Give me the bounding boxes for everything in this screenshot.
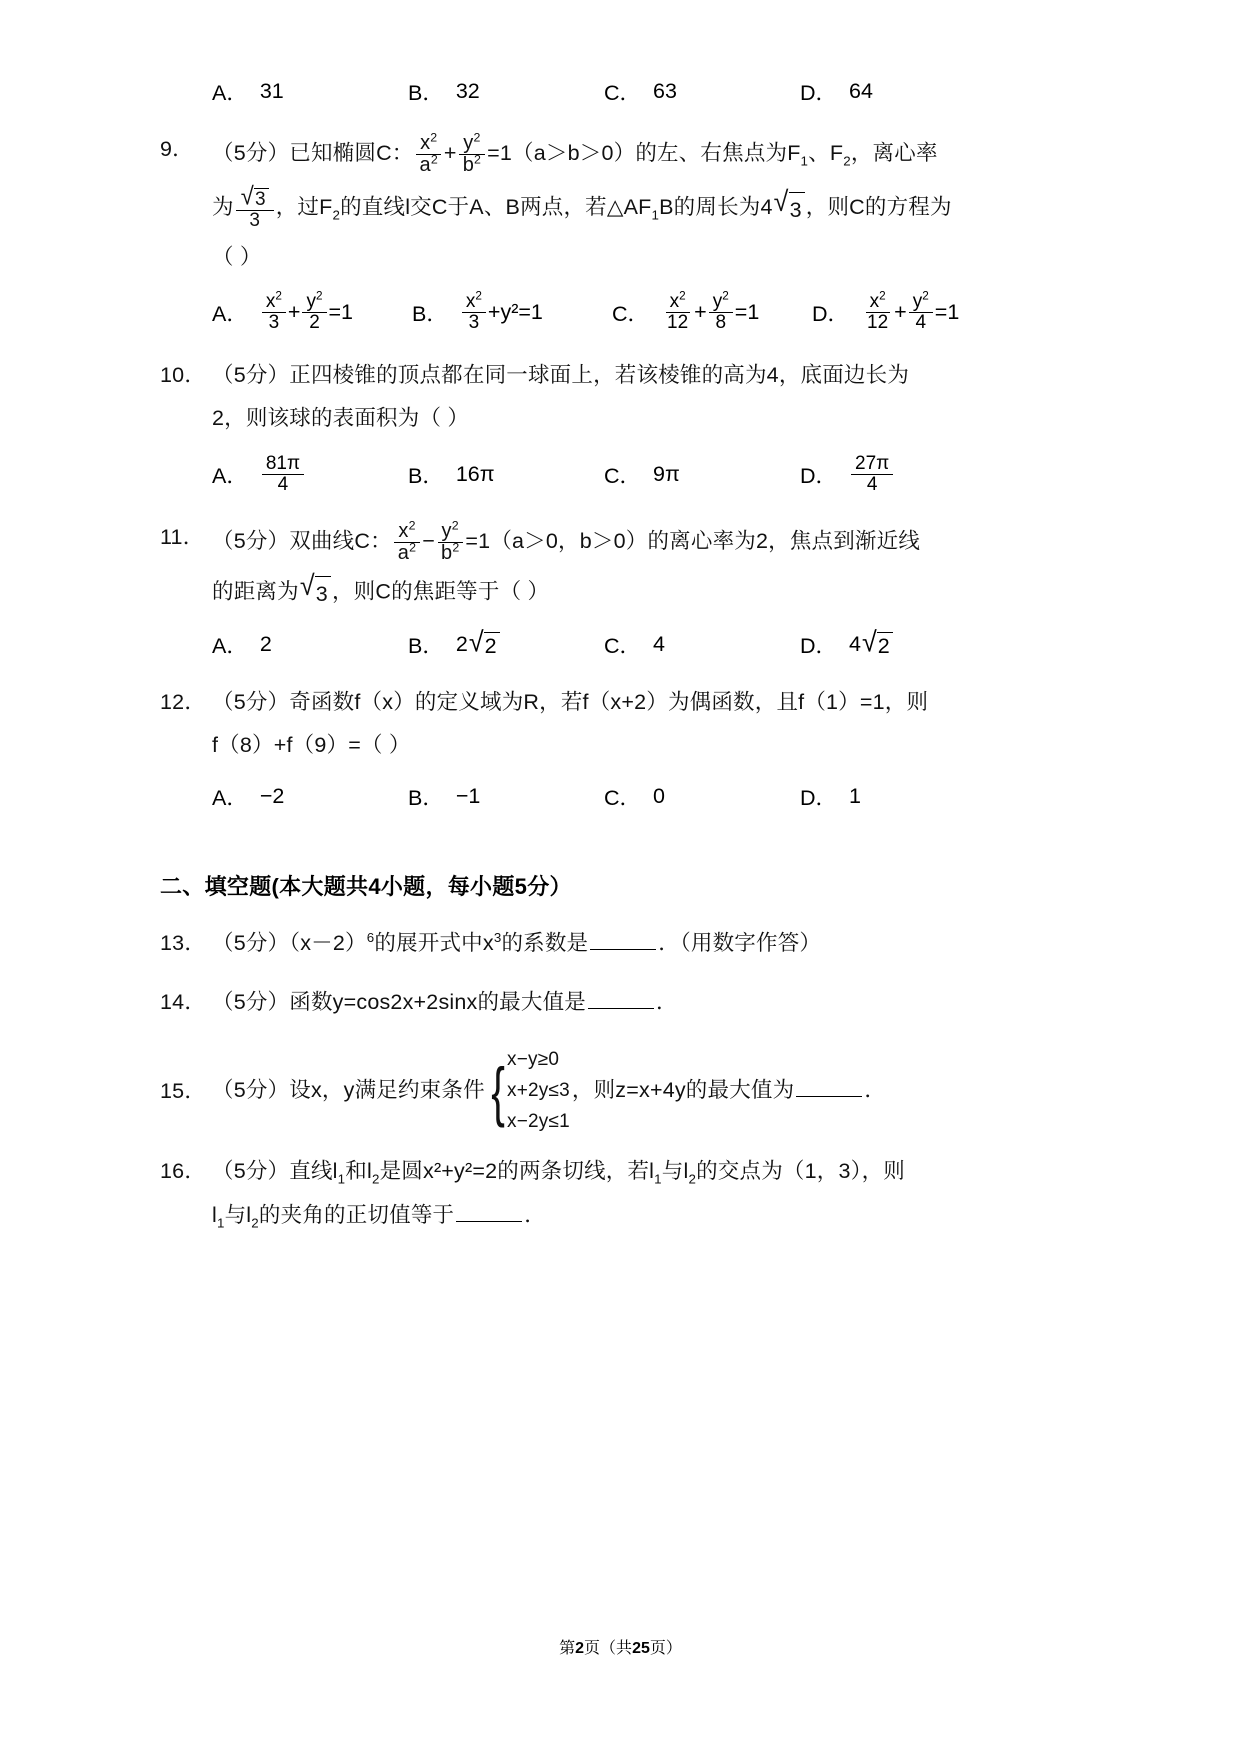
q12-option-a[interactable] bbox=[212, 781, 408, 812]
q9-opt-b-num-1: $x^2$ bbox=[462, 292, 486, 313]
q14-answer-blank[interactable] bbox=[588, 986, 654, 1009]
q12-option-c-value: 0 bbox=[653, 783, 665, 808]
spacer-before-section-2 bbox=[160, 812, 1081, 852]
spacer-after-q8 bbox=[160, 107, 1081, 133]
q9-opt-d-frac-2 bbox=[909, 289, 933, 334]
q11-text-2: 的离心率为2，焦点到渐近线 bbox=[647, 528, 921, 553]
footer-page-number: 2 bbox=[575, 1640, 585, 1657]
radical-glyph: √ bbox=[773, 185, 789, 218]
q11-option-c[interactable] bbox=[604, 629, 800, 660]
q12-option-d[interactable] bbox=[800, 781, 861, 812]
q16-score: （5分） bbox=[212, 1159, 290, 1184]
q11-eq-one: =1 bbox=[465, 528, 491, 553]
q11-option-d-coef: 4 bbox=[849, 631, 861, 656]
q13-exponent-6: 6 bbox=[366, 929, 375, 945]
q11-option-a-label: A． bbox=[212, 633, 248, 658]
q8-option-d[interactable] bbox=[800, 76, 873, 107]
q16-line-gap bbox=[160, 1189, 1081, 1199]
q12-option-b-label: B． bbox=[408, 785, 444, 810]
q11-option-b[interactable] bbox=[408, 626, 604, 660]
q14-part-1: 函数y=cos2x+2sinx的最大值是 bbox=[289, 989, 586, 1014]
q10-option-a[interactable] bbox=[212, 454, 408, 495]
q9-option-c-label: C． bbox=[612, 302, 650, 327]
q9-frac-sqrt3-over-3 bbox=[236, 182, 274, 231]
q9-frac-sqrt3-num bbox=[236, 182, 274, 211]
q9-option-b-label: B． bbox=[412, 302, 448, 327]
q10-option-b-label: B． bbox=[408, 463, 444, 488]
q9-opt-a-op: + bbox=[287, 300, 301, 325]
q14-stem bbox=[212, 986, 1081, 1019]
q9-line-gap bbox=[160, 176, 1081, 186]
q16-line1-e: 的交点为（1，3），则 bbox=[696, 1159, 905, 1184]
q8-option-b-label: B． bbox=[408, 81, 444, 105]
q9-text-3: ，离心率 bbox=[850, 141, 938, 166]
question-12 bbox=[160, 686, 1081, 719]
q9-line2-mid: ，过F bbox=[275, 195, 333, 220]
q16-line1-d: 与l bbox=[661, 1159, 689, 1184]
spacer-after-q14 bbox=[160, 1019, 1081, 1045]
q9-opt-d-den-1: 12 bbox=[867, 312, 889, 334]
q11-frac-x2-num: $x^2$ bbox=[394, 521, 419, 543]
q14-part-2: ． bbox=[655, 989, 678, 1014]
q9-opt-c-tail: =1 bbox=[734, 300, 760, 325]
q9-option-b[interactable] bbox=[412, 289, 612, 334]
q11-option-d[interactable] bbox=[800, 626, 894, 660]
q11-stem-line-2 bbox=[160, 569, 1081, 611]
q16-number: 16． bbox=[160, 1159, 207, 1184]
q9-opt-c-den-2: 8 bbox=[715, 312, 727, 334]
q8-option-c[interactable] bbox=[604, 76, 800, 107]
q10-options-row bbox=[160, 454, 1081, 495]
q10-option-c-label: C． bbox=[604, 463, 642, 488]
q13-score: （5分） bbox=[212, 930, 290, 955]
q15-part-1: 设x，y满足约束条件 bbox=[289, 1077, 485, 1102]
q11-options-row bbox=[160, 626, 1081, 660]
q9-frac-a2-den: $a^2$ bbox=[419, 152, 438, 176]
footer-total-pages: 25 bbox=[632, 1640, 650, 1657]
q12-option-d-value: 1 bbox=[849, 783, 861, 808]
q8-option-a[interactable] bbox=[212, 76, 408, 107]
q8-option-d-value: 64 bbox=[849, 79, 873, 103]
q13-exponent-3: 3 bbox=[493, 929, 502, 945]
q9-opt-b-tail: =1 bbox=[518, 300, 543, 325]
q16-line2-c: 的夹角的正切值等于 bbox=[258, 1202, 455, 1227]
spacer-after-section-2-heading bbox=[160, 901, 1081, 927]
q11-stem-line-1 bbox=[212, 517, 1081, 564]
footer-suffix: 页） bbox=[649, 1640, 682, 1657]
q9-stem-line-3: （ ） bbox=[212, 244, 262, 269]
q16-line1-c: 是圆x²+y²=2的两条切线，若l bbox=[379, 1159, 655, 1184]
q14-score: （5分） bbox=[212, 989, 290, 1014]
question-9 bbox=[160, 130, 1081, 176]
q11-frac-y2-b2 bbox=[437, 517, 463, 564]
question-15 bbox=[160, 1045, 1081, 1137]
q11-opt-b-radicand: 2 bbox=[484, 632, 500, 659]
q8-option-a-value: 31 bbox=[259, 79, 284, 103]
q10-number: 10． bbox=[160, 363, 207, 388]
q11-sqrt-3-icon bbox=[299, 569, 331, 611]
q9-frac-den-3: 3 bbox=[249, 209, 261, 231]
q9-frac-y2-b2 bbox=[459, 130, 485, 176]
q15-constraint-1: x−y≥0 bbox=[507, 1049, 560, 1071]
q9-opt-c-den-1: 12 bbox=[667, 312, 689, 334]
q13-part-4: ．（用数字作答） bbox=[658, 930, 822, 955]
q9-opt-c-frac-2 bbox=[709, 289, 733, 334]
q9-opt-c-frac-1 bbox=[663, 289, 692, 334]
q9-opt-d-tail: =1 bbox=[934, 300, 960, 325]
q9-line2-text: 的直线l交C于A、B两点，若△AF bbox=[340, 195, 652, 220]
q15-score: （5分） bbox=[212, 1077, 290, 1102]
q15-stem bbox=[212, 1045, 1081, 1137]
question-10 bbox=[160, 359, 1081, 392]
q9-line2-text2: B的周长为4 bbox=[659, 195, 773, 220]
q9-options-gap bbox=[160, 274, 1081, 292]
q10-option-c[interactable] bbox=[604, 454, 800, 495]
q12-options-gap bbox=[160, 763, 1081, 781]
q12-options-row bbox=[160, 781, 1081, 812]
q15-constraint-3: x−2y≤1 bbox=[507, 1110, 570, 1132]
q9-line2-tail: ，则C的方程为 bbox=[805, 195, 952, 220]
q10-opt-d-num: 27π bbox=[851, 454, 893, 475]
q16-line1-a: 直线l bbox=[289, 1159, 338, 1184]
q12-score: （5分） bbox=[212, 689, 290, 714]
q10-line-gap bbox=[160, 392, 1081, 402]
q10-stem-line-2: 2，则该球的表面积为（ ） bbox=[212, 406, 470, 431]
q9-condition: （a＞b＞0） bbox=[512, 141, 636, 166]
q10-opt-d-den: 4 bbox=[866, 473, 878, 495]
q11-option-c-label: C． bbox=[604, 633, 642, 658]
spacer-after-q10 bbox=[160, 495, 1081, 521]
q13-part-3: 的系数是 bbox=[501, 930, 589, 955]
question-11 bbox=[160, 517, 1081, 564]
q12-line-1: 奇函数f（x）的定义域为R，若f（x+2）为偶函数，且f（1）=1，则 bbox=[289, 689, 929, 714]
q11-option-d-label: D． bbox=[800, 633, 838, 658]
q9-frac-x2-a2 bbox=[416, 130, 442, 176]
q12-number: 12． bbox=[160, 689, 207, 714]
spacer-before-section-2b bbox=[160, 852, 1081, 870]
q9-eq-one: =1 bbox=[487, 141, 513, 166]
q13-stem bbox=[212, 927, 1081, 960]
q8-option-a-label: A． bbox=[212, 81, 248, 105]
q12-option-a-value: −2 bbox=[259, 783, 285, 808]
q9-opt-a-num-1: $x^2$ bbox=[262, 292, 286, 313]
q8-option-d-label: D． bbox=[800, 81, 838, 105]
q9-options-row bbox=[160, 289, 1081, 334]
q9-line2-f2-sub: 2 bbox=[332, 207, 341, 223]
q9-frac-x2-num: $x^2$ bbox=[416, 133, 441, 155]
q13-part-2: 的展开式中x bbox=[374, 930, 494, 955]
q14-number: 14． bbox=[160, 989, 207, 1014]
q16-line2-sub-2: 2 bbox=[251, 1215, 259, 1231]
q9-plus: + bbox=[443, 141, 457, 166]
question-14 bbox=[160, 986, 1081, 1019]
q10-opt-a-frac bbox=[262, 454, 304, 495]
q10-opt-a-den: 4 bbox=[277, 473, 289, 495]
q9-frac-y2-num: $y^2$ bbox=[459, 133, 484, 155]
spacer-after-q13 bbox=[160, 960, 1081, 986]
q9-line-gap-2 bbox=[160, 231, 1081, 241]
q11-option-a[interactable] bbox=[212, 629, 408, 660]
q11-condition: （a＞0，b＞0） bbox=[490, 528, 648, 553]
q9-opt-d-frac-1 bbox=[863, 289, 892, 334]
q10-option-b-value: 16π bbox=[455, 461, 495, 486]
q11-number: 11． bbox=[160, 524, 205, 549]
q11-text-1: 双曲线C： bbox=[289, 528, 392, 553]
q8-option-b-value: 32 bbox=[455, 79, 480, 103]
q15-answer-blank[interactable] bbox=[796, 1074, 862, 1097]
q15-part-2: ，则z=x+4y的最大值为 bbox=[571, 1077, 795, 1102]
q11-options-gap bbox=[160, 611, 1081, 629]
q12-line-gap bbox=[160, 719, 1081, 729]
q9-option-d-label: D． bbox=[812, 302, 850, 327]
q13-part-1: （x－2） bbox=[289, 930, 367, 955]
q9-f1-sub: 1 bbox=[800, 153, 809, 169]
q9-opt-a-den-2: 2 bbox=[309, 312, 320, 334]
q9-text-1: 已知椭圆C： bbox=[289, 141, 414, 166]
footer-prefix: 第 bbox=[559, 1640, 576, 1657]
q11-option-b-coef: 2 bbox=[455, 631, 468, 656]
q16-stem-line-1 bbox=[212, 1155, 1081, 1188]
q9-opt-d-den-2: 4 bbox=[915, 312, 927, 334]
q16-sub-2: 2 bbox=[371, 1171, 380, 1187]
q8-option-c-value: 63 bbox=[653, 79, 677, 103]
q11-line2-radicand: 3 bbox=[315, 576, 331, 611]
q11-line2-prefix: 的距离为 bbox=[212, 578, 299, 603]
q12-option-c-label: C． bbox=[604, 785, 642, 810]
question-16 bbox=[160, 1155, 1081, 1188]
q15-constraint-2: x+2y≤3 bbox=[507, 1079, 570, 1101]
q12-option-b[interactable] bbox=[408, 781, 604, 812]
q9-stem-line-2 bbox=[160, 182, 1081, 231]
q9-sep: 、F bbox=[808, 141, 844, 166]
q12-option-d-label: D． bbox=[800, 785, 838, 810]
q9-line2-f1-sub: 1 bbox=[651, 207, 660, 223]
q16-line1-b: 和l bbox=[345, 1159, 372, 1184]
q10-option-c-value: 9π bbox=[653, 461, 680, 486]
q11-opt-d-radicand: 2 bbox=[877, 632, 893, 659]
q12-stem-line-2: f（8）+f（9）=（ ） bbox=[212, 733, 411, 758]
q11-frac-b2-den: $b^2$ bbox=[440, 539, 460, 564]
top-spacer bbox=[160, 0, 1081, 58]
q10-option-d-label: D． bbox=[800, 463, 838, 488]
q9-line2-prefix: 为 bbox=[212, 195, 234, 220]
q9-opt-a-num-2: $y^2$ bbox=[302, 292, 326, 313]
q15-number: 15． bbox=[160, 1078, 207, 1103]
q9-opt-a-tail: =1 bbox=[328, 300, 354, 325]
q9-opt-a-den-1: 3 bbox=[268, 312, 280, 334]
q16-stem-line-2 bbox=[160, 1199, 1081, 1232]
q11-opt-b-sqrt-icon bbox=[468, 626, 500, 659]
q9-text-2: 的左、右焦点为F bbox=[635, 141, 801, 166]
section-2-heading: 二、填空题(本大题共4小题，每小题5分） bbox=[160, 873, 572, 899]
radical-glyph: √ bbox=[862, 626, 877, 658]
left-brace-icon: { bbox=[491, 1053, 505, 1128]
q9-opt-b-op: + bbox=[487, 300, 501, 325]
q16-line2-b: 与l bbox=[224, 1202, 252, 1227]
spacer-after-q11 bbox=[160, 660, 1081, 686]
q9-score: （5分） bbox=[212, 141, 290, 166]
q11-line2-tail: ，则C的焦距等于（ ） bbox=[331, 578, 550, 603]
spacer-after-q15 bbox=[160, 1137, 1081, 1155]
q13-answer-blank[interactable] bbox=[590, 927, 656, 950]
q9-option-a[interactable] bbox=[212, 289, 412, 334]
q11-minus: − bbox=[422, 528, 435, 553]
q10-option-d[interactable] bbox=[800, 454, 895, 495]
q16-answer-blank[interactable] bbox=[456, 1199, 522, 1222]
q15-constraint-system bbox=[487, 1045, 570, 1137]
q10-options-gap bbox=[160, 436, 1081, 454]
q11-score: （5分） bbox=[212, 528, 290, 553]
spacer-after-q9 bbox=[160, 333, 1081, 359]
q10-line-1: 正四棱锥的顶点都在同一球面上，若该棱锥的高为4，底面边长为 bbox=[289, 363, 910, 388]
q9-opt-a-frac-1 bbox=[262, 289, 286, 334]
q9-opt-c-num-2: $y^2$ bbox=[709, 292, 733, 313]
q9-opt-b-plain: y² bbox=[500, 300, 519, 325]
q16-line2-d: ． bbox=[524, 1202, 546, 1227]
q15-system-rows bbox=[507, 1045, 570, 1137]
q11-opt-d-sqrt-icon bbox=[862, 626, 893, 659]
q10-opt-d-frac bbox=[851, 454, 893, 495]
q11-frac-a2-den: $a^2$ bbox=[397, 539, 417, 564]
q9-opt-c-num-1: $x^2$ bbox=[666, 292, 690, 313]
question-13 bbox=[160, 927, 1081, 960]
q12-stem-line-1 bbox=[212, 686, 1081, 719]
radical-glyph: √ bbox=[299, 569, 315, 601]
q16-line2-sub-1: 1 bbox=[216, 1215, 225, 1231]
q9-opt-b-frac-1 bbox=[462, 289, 486, 334]
q9-opt-d-op: + bbox=[894, 300, 907, 325]
q12-option-a-label: A． bbox=[212, 785, 248, 810]
q10-score: （5分） bbox=[212, 363, 290, 388]
q9-opt-c-op: + bbox=[694, 300, 707, 325]
radical-glyph: √ bbox=[468, 626, 484, 658]
q9-opt-a-frac-2 bbox=[302, 289, 326, 334]
q9-opt-b-den-1: 3 bbox=[468, 312, 480, 334]
q9-sqrt-3-icon bbox=[773, 185, 805, 227]
q15-part-3: ． bbox=[864, 1077, 887, 1102]
q9-line2-radicand: 3 bbox=[789, 192, 805, 227]
q12-option-c[interactable] bbox=[604, 781, 800, 812]
q8-options-row bbox=[160, 76, 1081, 107]
q9-frac-b2-den: $b^2$ bbox=[462, 152, 482, 176]
q11-option-b-label: B． bbox=[408, 633, 444, 658]
q9-f2-sub: 2 bbox=[843, 153, 851, 169]
q12-option-b-value: −1 bbox=[455, 783, 481, 808]
q9-option-d[interactable] bbox=[812, 289, 960, 334]
q11-option-c-value: 4 bbox=[653, 631, 665, 656]
q9-option-a-label: A． bbox=[212, 302, 248, 327]
q11-option-a-value: 2 bbox=[259, 631, 272, 656]
top-spacer-2 bbox=[160, 58, 1081, 76]
q11-line-gap bbox=[160, 564, 1081, 574]
q9-opt-d-num-1: $x^2$ bbox=[866, 292, 890, 313]
q10-opt-a-num: 81π bbox=[262, 454, 304, 475]
q10-option-b[interactable] bbox=[408, 454, 604, 495]
q10-stem-line-1 bbox=[212, 359, 1081, 392]
q8-option-b[interactable] bbox=[408, 76, 604, 107]
radical-glyph: √ bbox=[240, 182, 254, 211]
q11-frac-x2-a2 bbox=[394, 517, 420, 564]
q9-radicand-3: 3 bbox=[254, 188, 269, 210]
footer-mid: 页（共 bbox=[584, 1640, 633, 1657]
q9-stem-line-1 bbox=[212, 130, 1081, 176]
q11-frac-y2-num: $y^2$ bbox=[438, 521, 463, 543]
q16-sub-1: 1 bbox=[337, 1171, 346, 1187]
q9-number: 9． bbox=[160, 137, 194, 161]
q16-line2-a: l bbox=[212, 1202, 217, 1227]
page-footer bbox=[0, 1635, 1241, 1658]
q9-opt-d-num-2: $y^2$ bbox=[909, 292, 933, 313]
q16-sub-3: 1 bbox=[654, 1171, 662, 1187]
q13-number: 13． bbox=[160, 930, 207, 955]
q9-option-c[interactable] bbox=[612, 289, 812, 334]
q10-option-a-label: A． bbox=[212, 463, 248, 488]
q16-sub-4: 2 bbox=[688, 1171, 697, 1187]
sqrt-icon bbox=[240, 182, 269, 211]
q8-option-c-label: C． bbox=[604, 81, 642, 105]
